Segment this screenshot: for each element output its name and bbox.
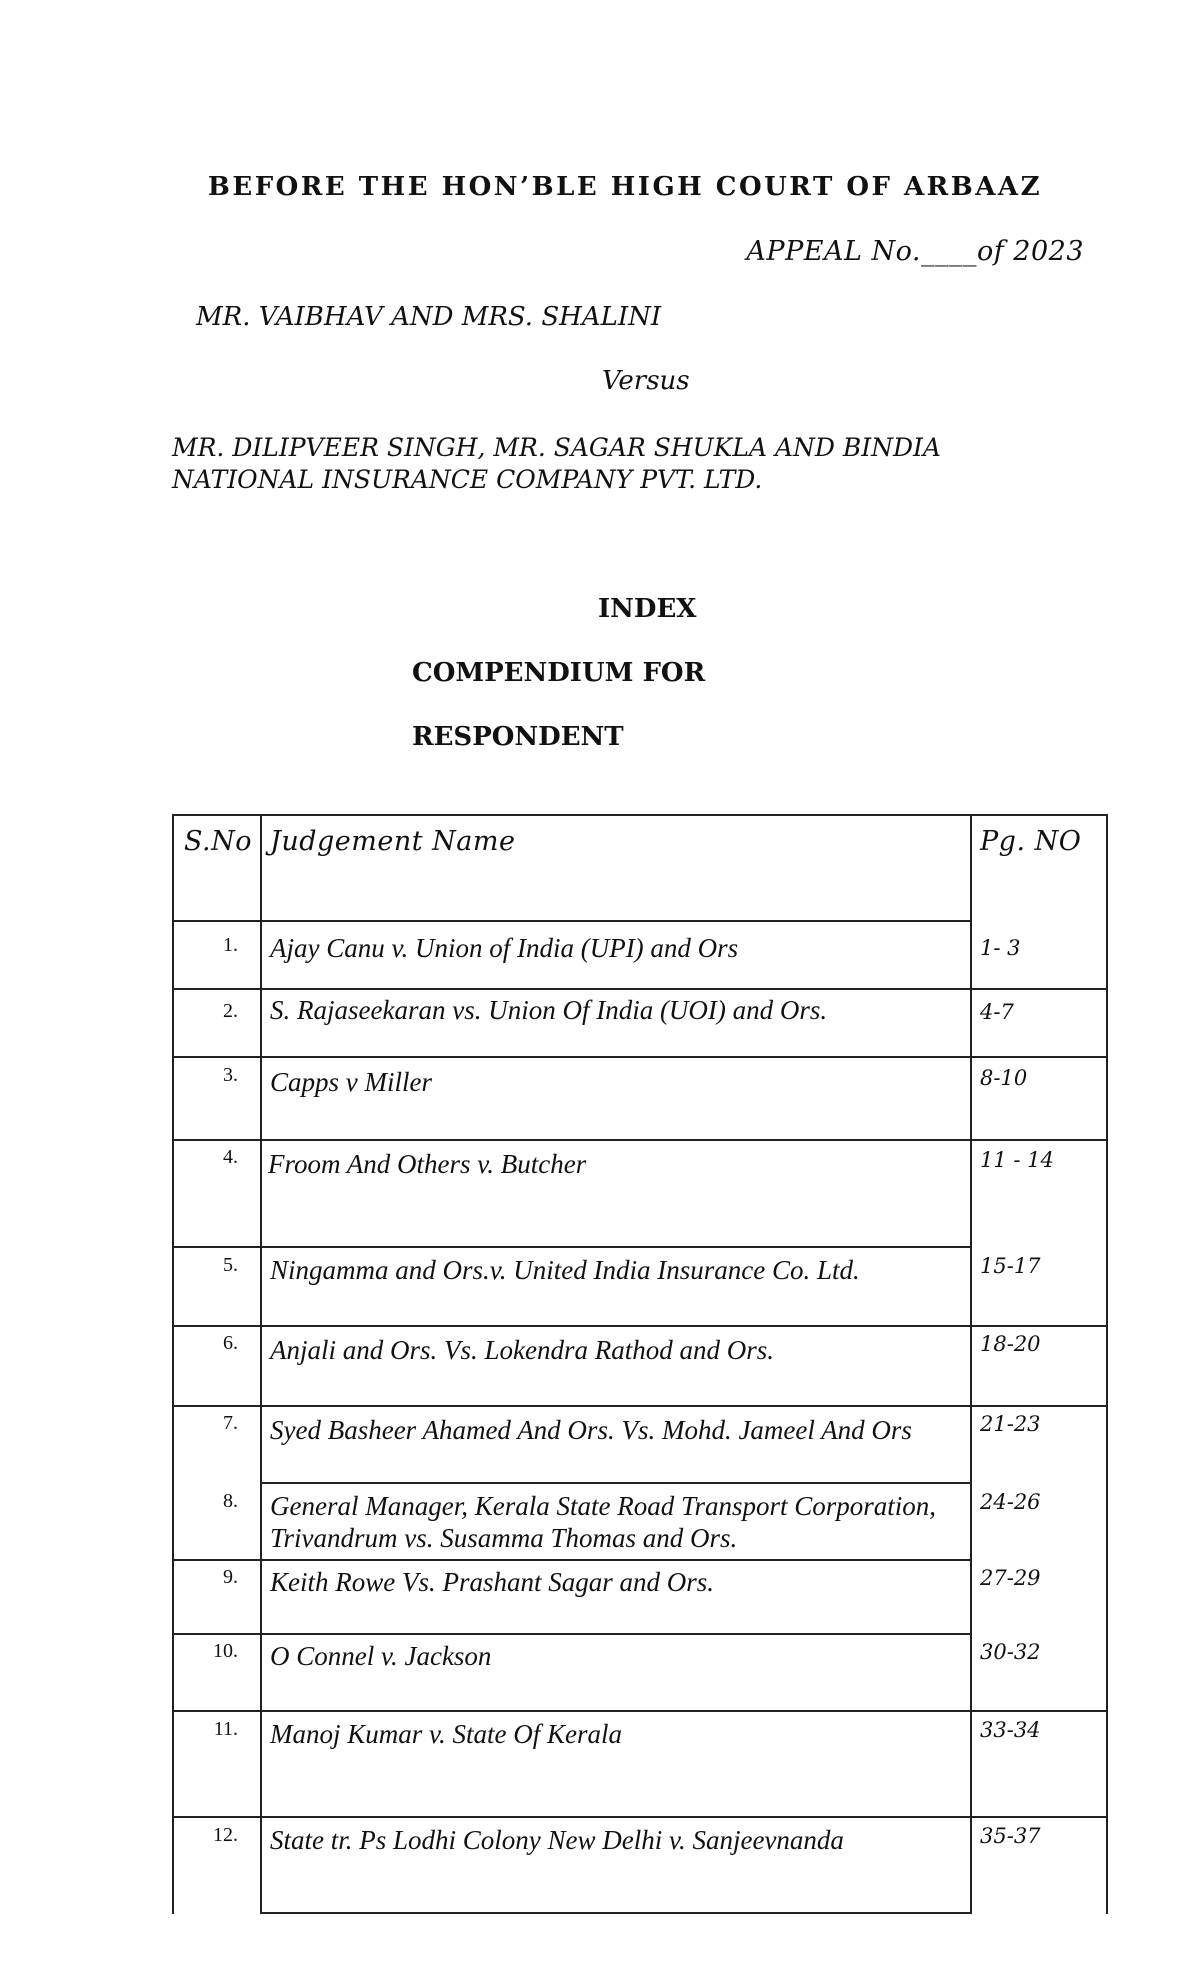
row-12-pages: 35-37 bbox=[980, 1824, 1041, 1848]
row-8-judgement: General Manager, Kerala State Road Transport Corporation, bbox=[270, 1491, 937, 1521]
row-3-judgement: Capps v Miller bbox=[270, 1067, 432, 1097]
row-3-pages: 8-10 bbox=[980, 1066, 1028, 1090]
judgement-index-table bbox=[172, 814, 1108, 1914]
column-divider-pages bbox=[970, 814, 972, 1914]
row-divider bbox=[172, 1246, 972, 1248]
compendium-line-1: COMPENDIUM FOR bbox=[412, 658, 706, 688]
row-divider bbox=[172, 1816, 1108, 1818]
row-11-pages: 33-34 bbox=[980, 1718, 1041, 1742]
row-9-pages: 27-29 bbox=[980, 1566, 1041, 1590]
index-title: INDEX bbox=[598, 594, 697, 624]
row-2-judgement: S. Rajaseekaran vs. Union Of India (UOI) and Ors. bbox=[270, 995, 828, 1025]
header-judgement-name: Judgement Name bbox=[270, 826, 516, 857]
row-10-sno: 10. bbox=[213, 1640, 238, 1662]
row-4-judgement: Froom And Others v. Butcher bbox=[268, 1149, 587, 1179]
row-6-pages: 18-20 bbox=[980, 1332, 1041, 1356]
row-10-pages: 30-32 bbox=[980, 1640, 1041, 1664]
header-page-number: Pg. NO bbox=[980, 826, 1082, 857]
row-9-judgement: Keith Rowe Vs. Prashant Sagar and Ors. bbox=[270, 1567, 715, 1597]
row-1-judgement: Ajay Canu v. Union of India (UPI) and Ors bbox=[270, 933, 739, 963]
row-8-judgement-line-2: Trivandrum vs. Susamma Thomas and Ors. bbox=[270, 1523, 738, 1553]
row-1-sno: 1. bbox=[223, 934, 238, 956]
row-4-sno: 4. bbox=[223, 1146, 238, 1168]
row-7-pages: 21-23 bbox=[980, 1412, 1041, 1436]
row-5-judgement: Ningamma and Ors.v. United India Insurance Co. Ltd. bbox=[270, 1255, 860, 1285]
row-7-judgement: Syed Basheer Ahamed And Ors. Vs. Mohd. Jameel And Ors bbox=[270, 1415, 912, 1445]
versus-label: Versus bbox=[602, 366, 690, 396]
table-border-left bbox=[172, 814, 174, 1914]
column-divider-sno bbox=[260, 814, 262, 1914]
row-7-sno: 7. bbox=[223, 1412, 238, 1434]
row-12-judgement: State tr. Ps Lodhi Colony New Delhi v. Sanjeevnanda bbox=[270, 1825, 844, 1855]
row-8-pages: 24-26 bbox=[980, 1490, 1041, 1514]
row-10-judgement: O Connel v. Jackson bbox=[270, 1641, 492, 1671]
row-divider bbox=[172, 1559, 972, 1561]
compendium-line-2: RESPONDENT bbox=[412, 722, 624, 752]
row-divider bbox=[172, 1710, 1108, 1712]
row-5-pages: 15-17 bbox=[980, 1254, 1041, 1278]
row-divider bbox=[172, 1405, 1108, 1407]
row-11-judgement: Manoj Kumar v. State Of Kerala bbox=[270, 1719, 622, 1749]
row-3-sno: 3. bbox=[223, 1064, 238, 1086]
appeal-number: APPEAL No.____of 2023 bbox=[746, 236, 1084, 267]
row-divider bbox=[172, 1633, 972, 1635]
header-sno: S.No bbox=[184, 826, 252, 857]
row-divider bbox=[172, 988, 1108, 990]
row-divider bbox=[260, 1912, 972, 1914]
row-4-pages: 11 - 14 bbox=[980, 1148, 1054, 1172]
table-border-top bbox=[172, 814, 1108, 816]
row-divider bbox=[172, 1325, 1108, 1327]
appellants-names: MR. VAIBHAV AND MRS. SHALINI bbox=[196, 302, 662, 332]
row-2-sno: 2. bbox=[223, 1000, 238, 1022]
row-9-sno: 9. bbox=[223, 1566, 238, 1588]
row-6-judgement: Anjali and Ors. Vs. Lokendra Rathod and Ors. bbox=[270, 1335, 775, 1365]
row-divider bbox=[172, 920, 972, 922]
row-1-pages: 1- 3 bbox=[980, 936, 1021, 960]
row-6-sno: 6. bbox=[223, 1332, 238, 1354]
row-5-sno: 5. bbox=[223, 1254, 238, 1276]
row-12-sno: 12. bbox=[213, 1824, 238, 1846]
row-divider bbox=[260, 1482, 972, 1484]
court-heading: BEFORE THE HON’BLE HIGH COURT OF ARBAAZ bbox=[207, 172, 1043, 202]
row-2-pages: 4-7 bbox=[980, 1000, 1014, 1024]
row-8-sno: 8. bbox=[223, 1490, 238, 1512]
row-divider bbox=[172, 1056, 1108, 1058]
table-border-right bbox=[1106, 814, 1108, 1914]
respondents-names: MR. DILIPVEER SINGH, MR. SAGAR SHUKLA AND BINDIA NATIONAL INSURANCE COMPANY PVT. LTD. bbox=[172, 433, 941, 494]
row-11-sno: 11. bbox=[213, 1718, 238, 1740]
row-divider bbox=[172, 1139, 1108, 1141]
